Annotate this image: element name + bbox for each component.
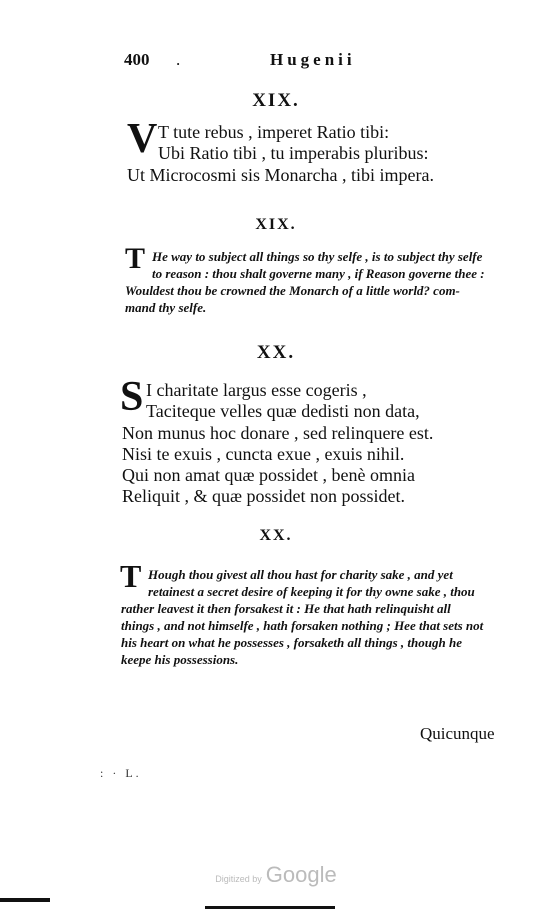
section-heading-latin-xix: XIX.	[252, 90, 300, 111]
verse-line: Ubi Ratio tibi , tu imperabis pluribus:	[158, 143, 429, 163]
section-heading-latin-xx: XX.	[256, 342, 296, 363]
verse-line: T tute rebus , imperet Ratio tibi:	[158, 122, 390, 142]
verse-line: Ut Microcosmi sis Monarcha , tibi impera.	[127, 165, 434, 185]
section-heading-english-xix: XIX.	[255, 216, 297, 233]
verse-line: Taciteque velles quæ dedisti non data,	[146, 401, 420, 421]
prose-line: mand thy selfe.	[125, 300, 207, 315]
dropcap: T	[120, 558, 142, 594]
verse-line: Reliquit , & quæ possidet non possidet.	[122, 486, 406, 506]
page-header	[0, 50, 552, 72]
watermark-small-text: Digitized by	[215, 874, 262, 884]
running-head: Hugenii	[270, 50, 356, 69]
stray-marks: : · L.	[100, 766, 142, 780]
prose-line: rather leavest it then forsakest it : He that hath relinquisht all	[121, 601, 451, 616]
digitization-watermark	[0, 862, 552, 888]
english-prose-xix	[0, 242, 552, 318]
latin-verse-xix	[0, 116, 552, 192]
dropcap: T	[125, 242, 146, 275]
prose-line: Wouldest thou be crowned the Monarch of a little world? com-	[125, 283, 460, 298]
verse-line: Non munus hoc donare , sed relinquere est.	[122, 423, 434, 443]
verse-line: Qui non amat quæ possidet , benè omnia	[122, 465, 415, 485]
dropcap: S	[120, 374, 144, 420]
dropcap: V	[127, 116, 158, 162]
prose-line: Hough thou givest all thou hast for charity sake , and yet	[148, 567, 453, 582]
prose-line: keepe his possessions.	[121, 652, 239, 667]
prose-line: things , and not himselfe , hath forsaken nothing ; Hee that sets not	[121, 618, 484, 633]
page-edge-rule	[205, 906, 335, 909]
google-logo: Google	[265, 862, 337, 887]
prose-line: retainest a secret desire of keeping it for thy owne sake , thou	[148, 584, 475, 599]
english-prose-xx	[0, 558, 552, 676]
page-edge-rule	[0, 898, 50, 902]
prose-line: to reason : thou shalt governe many , if Reason governe thee :	[152, 266, 485, 281]
verse-line: I charitate largus esse cogeris ,	[146, 380, 367, 400]
section-heading-english-xx: XX.	[259, 527, 293, 544]
prose-line: his heart on what he possesses , forsaketh all things , though he	[121, 635, 462, 650]
latin-verse-xx	[0, 374, 552, 510]
prose-line: He way to subject all things so thy selfe , is to subject thy selfe	[152, 249, 483, 264]
header-dot: .	[176, 50, 181, 69]
verse-line: Nisi te exuis , cuncta exue , exuis nihil.	[122, 444, 405, 464]
catchword: Quicunque	[420, 724, 495, 743]
page-number: 400	[124, 50, 150, 69]
